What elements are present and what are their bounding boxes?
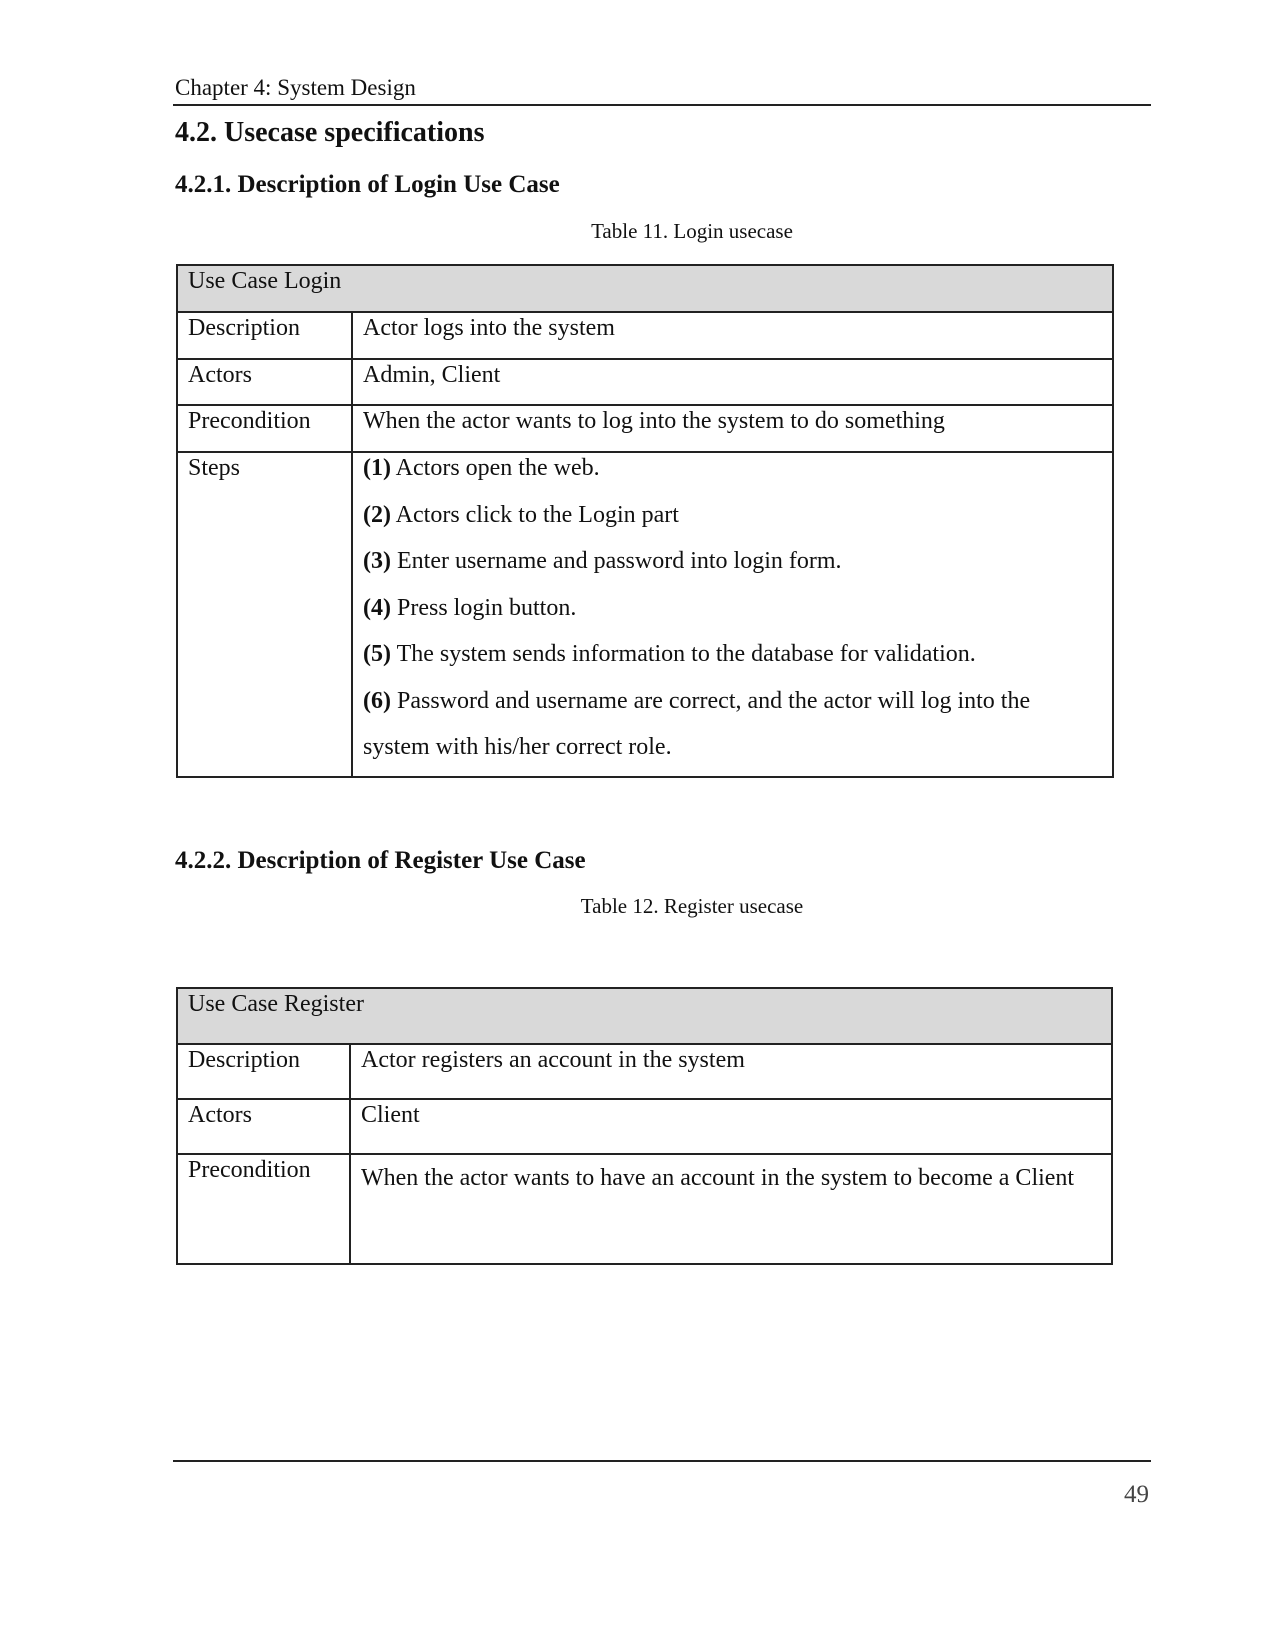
- row-label: Description: [177, 312, 352, 359]
- step-number: (3): [363, 548, 391, 574]
- table-title: Use Case Login: [177, 265, 1113, 312]
- table-row: [177, 359, 1113, 405]
- login-table-caption: Table 11. Login usecase: [591, 219, 793, 243]
- footer-rule: [173, 1460, 1151, 1462]
- step-item: [363, 453, 1102, 500]
- header-rule: [173, 104, 1151, 106]
- step-continuation: system with his/her correct role.: [363, 734, 672, 760]
- steps-row: [177, 452, 1113, 777]
- row-value: Actor registers an account in the system: [350, 1044, 1112, 1099]
- step-number: (2): [363, 501, 391, 528]
- row-value: When the actor wants to have an account in the system to become a Client: [350, 1154, 1112, 1264]
- step-text: Password and username are correct, and the actor will log into the: [396, 687, 1031, 714]
- table-row: [177, 1099, 1112, 1154]
- section-title: 4.2. Usecase specifications: [175, 117, 485, 148]
- step-number: (4): [363, 594, 391, 621]
- step-number: (5): [363, 641, 391, 667]
- row-label: Description: [177, 1044, 350, 1099]
- login-usecase-table: [176, 264, 1114, 778]
- step-number: (6): [363, 687, 391, 714]
- table-row: [177, 1044, 1112, 1099]
- register-heading: 4.2.2. Description of Register Use Case: [175, 847, 586, 874]
- row-label: Precondition: [177, 1154, 350, 1264]
- table-row: [177, 312, 1113, 359]
- step-item: [363, 593, 1102, 640]
- register-table-caption: Table 12. Register usecase: [580, 894, 804, 918]
- page-number: 49: [1124, 1481, 1149, 1508]
- step-text: The system sends information to the database for validation.: [396, 641, 976, 667]
- row-value: Admin, Client: [352, 359, 1113, 405]
- row-label: Actors: [177, 359, 352, 405]
- table-title: Use Case Register: [177, 988, 1112, 1044]
- row-label: Steps: [177, 452, 352, 777]
- table-title-row: [177, 265, 1113, 312]
- step-number: (1): [363, 455, 391, 481]
- row-label: Actors: [177, 1099, 350, 1154]
- steps-list: [352, 452, 1113, 777]
- step-text: Actors open the web.: [395, 455, 600, 481]
- step-text: Press login button.: [396, 594, 577, 621]
- step-text: Actors click to the Login part: [395, 501, 679, 528]
- step-text: Enter username and password into login form.: [396, 548, 842, 574]
- row-value: Actor logs into the system: [352, 312, 1113, 359]
- login-heading: 4.2.1. Description of Login Use Case: [175, 171, 560, 198]
- table-row: [177, 1154, 1112, 1264]
- step-item: [363, 639, 1102, 686]
- running-header: Chapter 4: System Design: [175, 75, 416, 100]
- step-item: [363, 500, 1102, 547]
- row-value: When the actor wants to log into the system to do something: [352, 405, 1113, 452]
- register-usecase-table: [176, 987, 1113, 1265]
- table-row: [177, 405, 1113, 452]
- table-title-row: [177, 988, 1112, 1044]
- step-item: [363, 686, 1102, 733]
- row-label: Precondition: [177, 405, 352, 452]
- step-item: [363, 546, 1102, 593]
- row-value: Client: [350, 1099, 1112, 1154]
